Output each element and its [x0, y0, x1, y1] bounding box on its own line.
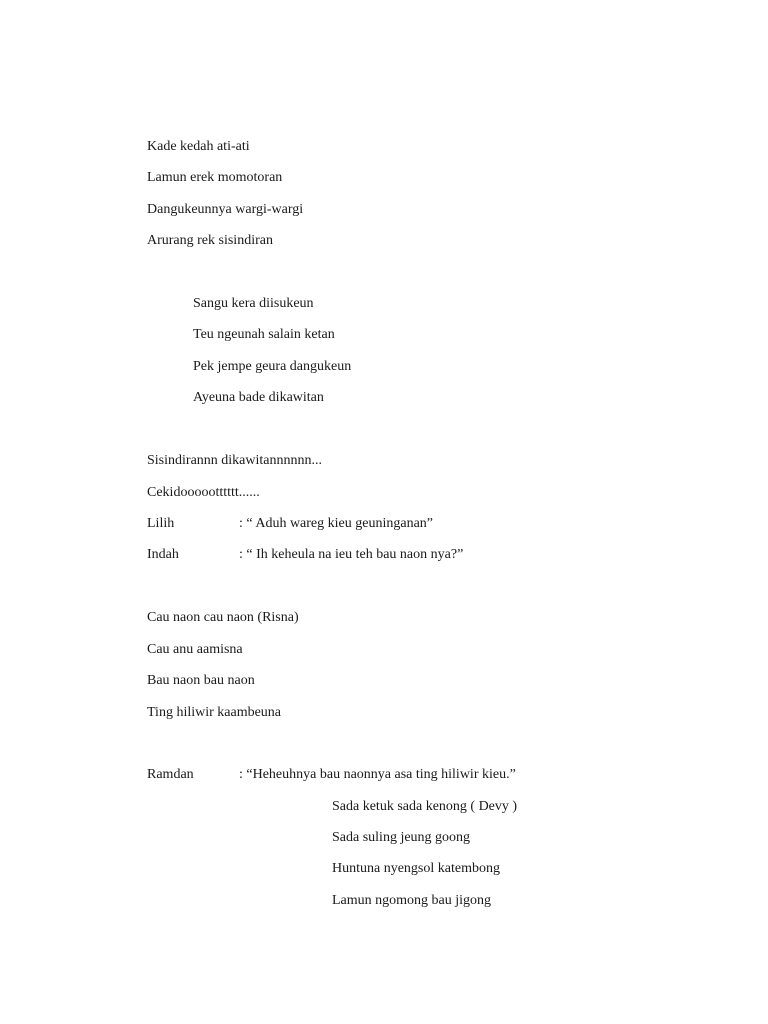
stanza4-line-3: Huntuna nyengsol katembong [332, 861, 500, 876]
speaker-lilih: Lilih [147, 516, 175, 531]
speaker-indah: Indah [147, 547, 179, 562]
speaker-ramdan: Ramdan [147, 767, 194, 782]
stanza3-line-4: Ting hiliwir kaambeuna [147, 705, 282, 720]
speech-ramdan: : “Heheuhnya bau naonnya asa ting hiliwir kieu.” [239, 767, 516, 782]
intro-line-2: Cekidoooootttttt...... [147, 485, 260, 500]
stanza2-line-1: Sangu kera diisukeun [193, 296, 314, 311]
stanza1-line-4: Arurang rek sisindiran [147, 233, 273, 248]
stanza4-line-4: Lamun ngomong bau jigong [332, 893, 492, 908]
stanza1-line-2: Lamun erek momotoran [147, 170, 283, 185]
intro-line-1: Sisindirannn dikawitannnnnn... [147, 453, 322, 468]
stanza4-line-2: Sada suling jeung goong [332, 830, 471, 845]
stanza1-line-1: Kade kedah ati-ati [147, 139, 250, 154]
stanza1-line-3: Dangukeunnya wargi-wargi [147, 202, 304, 217]
speech-indah: : “ Ih keheula na ieu teh bau naon nya?” [239, 547, 464, 562]
stanza2-line-3: Pek jempe geura dangukeun [193, 359, 352, 374]
stanza3-line-2: Cau anu aamisna [147, 642, 243, 657]
speech-lilih: : “ Aduh wareg kieu geuninganan” [239, 516, 433, 531]
stanza2-line-4: Ayeuna bade dikawitan [193, 390, 324, 405]
stanza4-line-1: Sada ketuk sada kenong ( Devy ) [332, 799, 518, 814]
stanza2-line-2: Teu ngeunah salain ketan [193, 327, 335, 342]
stanza3-line-3: Bau naon bau naon [147, 673, 255, 688]
stanza3-line-1: Cau naon cau naon (Risna) [147, 610, 299, 625]
